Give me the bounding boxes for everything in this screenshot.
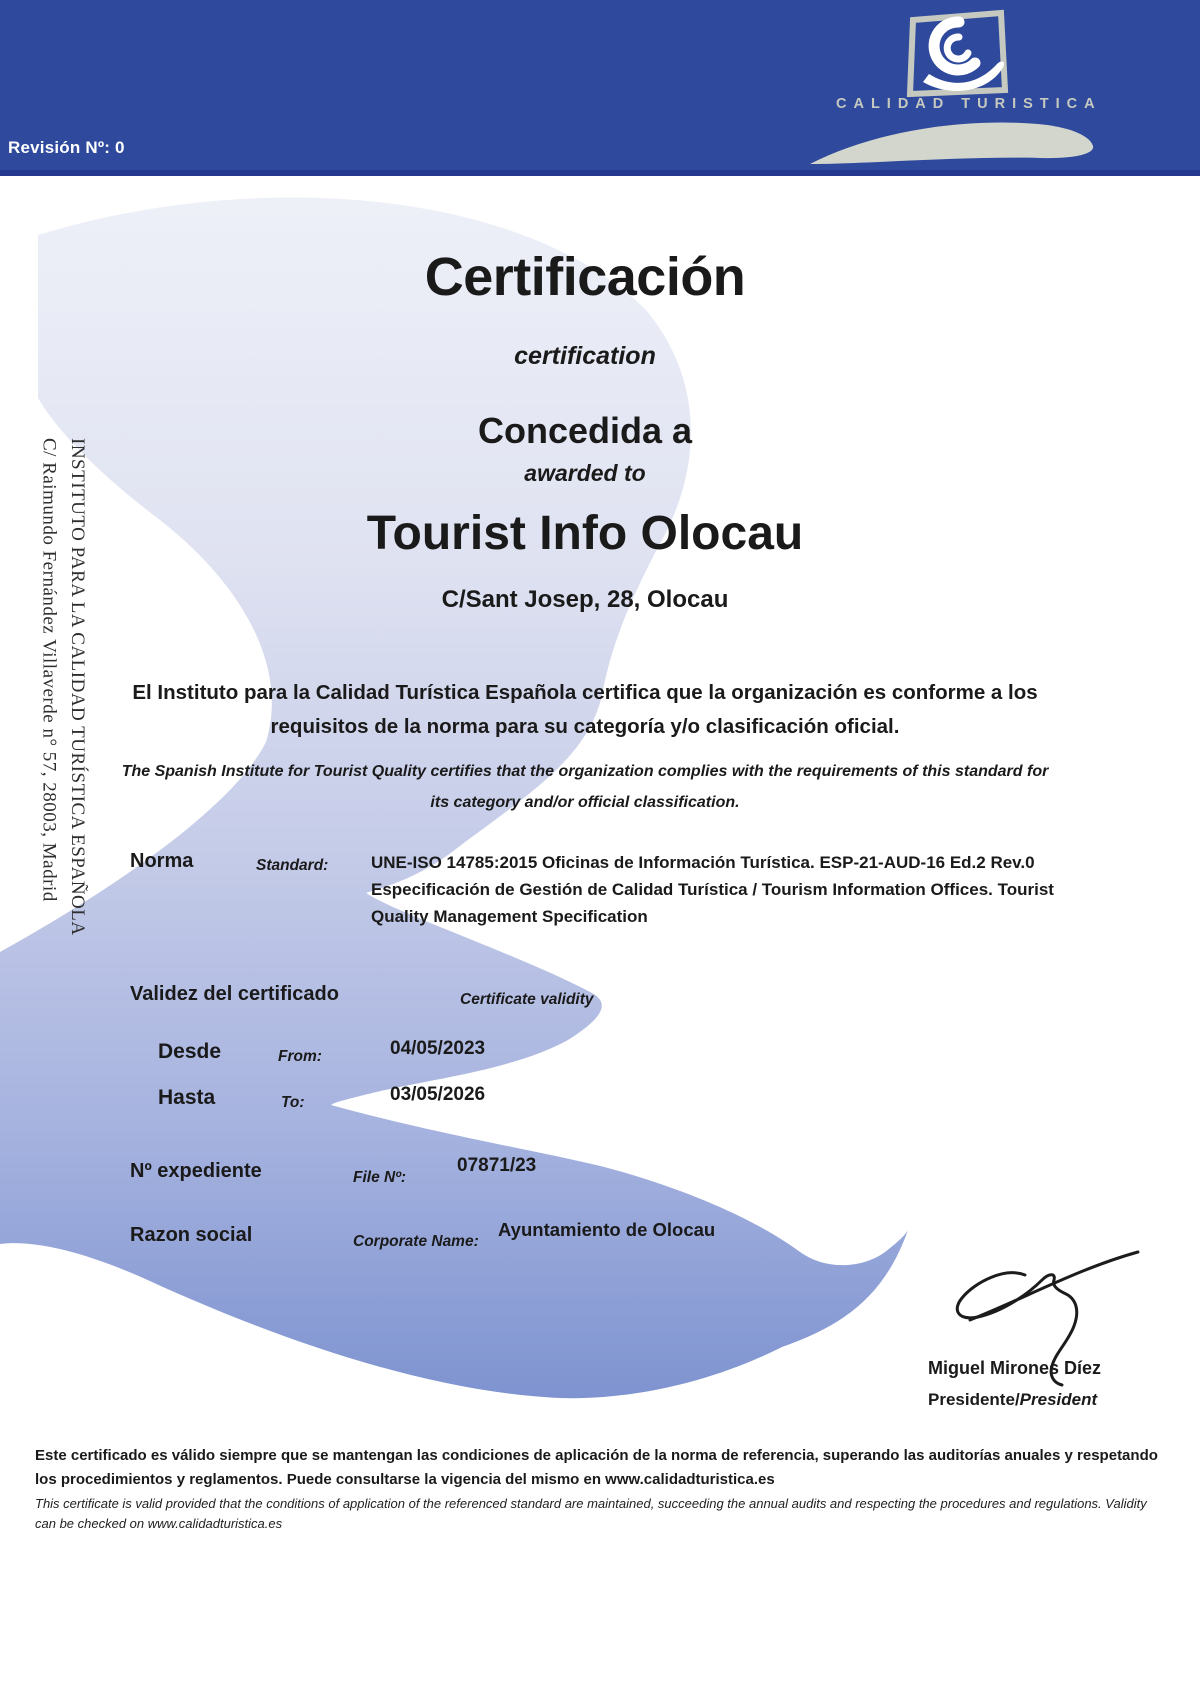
signer-role-separator: / <box>1014 1390 1020 1409</box>
file-label-es: Nº expediente <box>130 1160 262 1182</box>
signer-role-es: Presidente <box>928 1390 1015 1409</box>
corporate-label-en: Corporate Name: <box>353 1233 479 1250</box>
awarded-label-es: Concedida a <box>477 410 693 451</box>
statement-es: El Instituto para la Calidad Turística Española certifica que la organización es conforme a los requisitos de la norma para su categoría y/o clasificación oficial. <box>132 681 1038 738</box>
from-label-es: Desde <box>158 1040 222 1063</box>
valid-from-date: 04/05/2023 <box>390 1038 486 1059</box>
standard-value: UNE-ISO 14785:2015 Oficinas de Información Turística. ESP-21-AUD-16 Ed.2 Rev.0 Especificación de Gestión de Calidad Turística / Tourism Information Offices. Tourist Quality Management Specification <box>371 853 1054 926</box>
header-band <box>0 0 1200 176</box>
standard-label-es: Norma <box>130 850 194 872</box>
calidad-turistica-q-logo-icon <box>903 6 1013 98</box>
to-label-es: Hasta <box>158 1086 216 1109</box>
awarded-label-en: awarded to <box>524 460 646 486</box>
revision-label: Revisión Nº: 0 <box>8 138 125 157</box>
corporate-label-es: Razon social <box>130 1224 253 1246</box>
file-label-en: File Nº: <box>353 1169 407 1186</box>
recipient-address: C/Sant Josep, 28, Olocau <box>441 586 729 613</box>
signer-name: Miguel Mirones Díez <box>928 1358 1102 1378</box>
signer-role-en: President <box>1019 1390 1098 1409</box>
recipient-name: Tourist Info Olocau <box>366 507 804 560</box>
title-es: Certificación <box>424 247 746 307</box>
brand-wordmark: CALIDAD TURISTICA <box>836 96 1102 112</box>
file-number: 07871/23 <box>457 1155 537 1176</box>
footer-statement-en: This certificate is valid provided that the conditions of application of the referenced standard are maintained, succeeding the annual audits and respecting the procedures and regulations. Validity can be checked on www.calidadturistica.es <box>35 1496 1147 1531</box>
from-label-en: From: <box>278 1048 322 1065</box>
validity-label-en: Certificate validity <box>460 991 594 1008</box>
standard-label-en: Standard: <box>256 857 329 874</box>
footer-statement-es: Este certificado es válido siempre que se mantengan las condiciones de aplicación de la norma de referencia, superando las auditorías anuales y respetando los procedimientos y reglamentos. Puede consultarse la vigencia del mismo en www.calidadturistica.es <box>35 1447 1158 1488</box>
title-en: certification <box>514 342 656 370</box>
valid-to-date: 03/05/2026 <box>390 1084 486 1105</box>
to-label-en: To: <box>281 1094 305 1111</box>
header-swoosh-icon <box>806 112 1098 172</box>
validity-label-es: Validez del certificado <box>130 983 339 1005</box>
statement-en: The Spanish Institute for Tourist Quality certifies that the organization complies with the requirements of this standard for its category and/or official classification. <box>121 763 1049 811</box>
signer-role <box>928 1390 1097 1410</box>
corporate-name: Ayuntamiento de Olocau <box>498 1219 716 1240</box>
institute-address: C/ Raimundo Fernández Villaverde n° 57, 28003, Madrid <box>38 438 60 902</box>
institute-name: INSTITUTO PARA LA CALIDAD TURÍSTICA ESPAÑOLA <box>67 438 88 936</box>
